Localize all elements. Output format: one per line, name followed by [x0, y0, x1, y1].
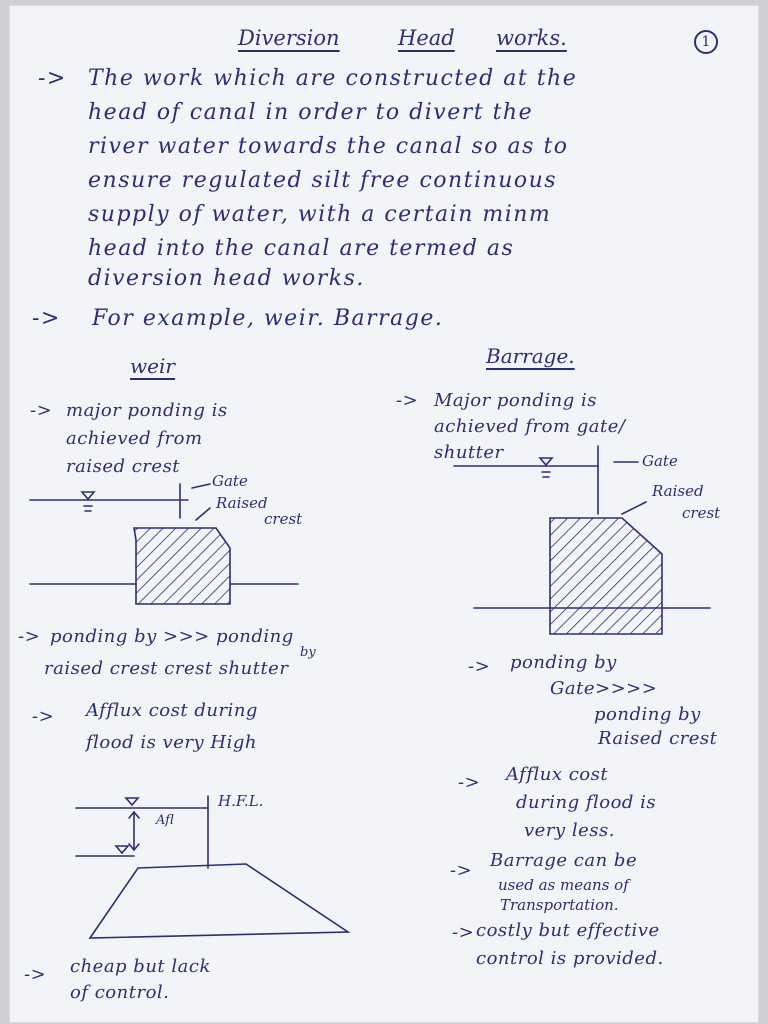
- intro-line-1: The work which are constructed at the: [88, 66, 578, 91]
- barrage-point2-line1: Afflux cost: [506, 764, 609, 785]
- barrage-point4-arrow: ->: [452, 922, 475, 943]
- title-word-3: works.: [496, 26, 567, 50]
- barrage-point3-line3: Transportation.: [500, 896, 619, 914]
- barrage-point2-line3: very less.: [524, 820, 615, 841]
- weir-gate-label: Gate: [212, 472, 248, 490]
- title-word-1: Diversion: [238, 26, 340, 50]
- barrage-point1-line2: Gate>>>>: [550, 678, 658, 699]
- barrage-point2-arrow: ->: [458, 772, 481, 793]
- barrage-desc-line-3: shutter: [434, 442, 504, 463]
- notebook-page: [10, 6, 758, 1022]
- title-word-2: Head: [398, 26, 455, 50]
- barrage-point4-line1: costly but effective: [476, 920, 660, 941]
- example-arrow: ->: [32, 306, 61, 331]
- intro-arrow: ->: [38, 66, 67, 91]
- weir-point1-line1b: by: [300, 645, 316, 660]
- barrage-point3-arrow: ->: [450, 860, 473, 881]
- afflux-label: Afl: [156, 813, 174, 828]
- barrage-desc-line-1: Major ponding is: [434, 390, 597, 411]
- intro-line-3: river water towards the canal so as to: [88, 134, 569, 159]
- barrage-desc-arrow: ->: [396, 390, 419, 411]
- weir-point3-arrow: ->: [24, 964, 47, 985]
- barrage-point3-line2: used as means of: [498, 876, 629, 894]
- weir-crest-label-2: crest: [264, 510, 303, 528]
- weir-desc-line-1: major ponding is: [66, 400, 228, 421]
- barrage-point1-line1: ponding by: [510, 652, 617, 673]
- weir-desc-arrow: ->: [30, 400, 53, 421]
- weir-point1-line1: ponding by >>> ponding: [50, 626, 294, 647]
- weir-desc-line-2: achieved from: [66, 428, 203, 449]
- intro-line-5: supply of water, with a certain minm: [88, 202, 552, 227]
- sketch-layer: [10, 6, 758, 1022]
- afflux-hfl-label: H.F.L.: [218, 792, 264, 810]
- barrage-point4-line2: control is provided.: [476, 948, 664, 969]
- barrage-gate-label: Gate: [642, 452, 678, 470]
- page-number: 1: [694, 30, 718, 54]
- weir-heading: weir: [130, 354, 175, 378]
- example-text: For example, weir. Barrage.: [92, 306, 444, 331]
- weir-point2-arrow: ->: [32, 706, 55, 727]
- barrage-diagram: [454, 446, 710, 634]
- barrage-point3-line1: Barrage can be: [490, 850, 638, 871]
- barrage-point1-line4: Raised crest: [598, 728, 718, 749]
- intro-line-6: head into the canal are termed as: [88, 236, 515, 261]
- barrage-heading: Barrage.: [486, 344, 575, 368]
- weir-point2-line1: Afflux cost during: [86, 700, 258, 721]
- intro-line-2: head of canal in order to divert the: [88, 100, 534, 125]
- barrage-point2-line2: during flood is: [516, 792, 657, 813]
- weir-point2-line2: flood is very High: [86, 732, 257, 753]
- intro-line-4: ensure regulated silt free continuous: [88, 168, 558, 193]
- barrage-point1-line3: ponding by: [594, 704, 701, 725]
- weir-crest-label-1: Raised: [216, 494, 268, 512]
- barrage-crest-label-1: Raised: [652, 482, 704, 500]
- barrage-crest-label-2: crest: [682, 504, 721, 522]
- weir-desc-line-3: raised crest: [66, 456, 181, 477]
- weir-point1-line2: raised crest crest shutter: [44, 658, 289, 679]
- afflux-diagram: [76, 792, 348, 938]
- weir-point3-line1: cheap but lack: [70, 956, 211, 977]
- weir-point1-arrow: ->: [18, 626, 41, 647]
- barrage-point1-arrow: ->: [468, 656, 491, 677]
- weir-point3-line2: of control.: [70, 982, 170, 1003]
- barrage-desc-line-2: achieved from gate/: [434, 416, 626, 437]
- intro-line-7: diversion head works.: [88, 266, 365, 291]
